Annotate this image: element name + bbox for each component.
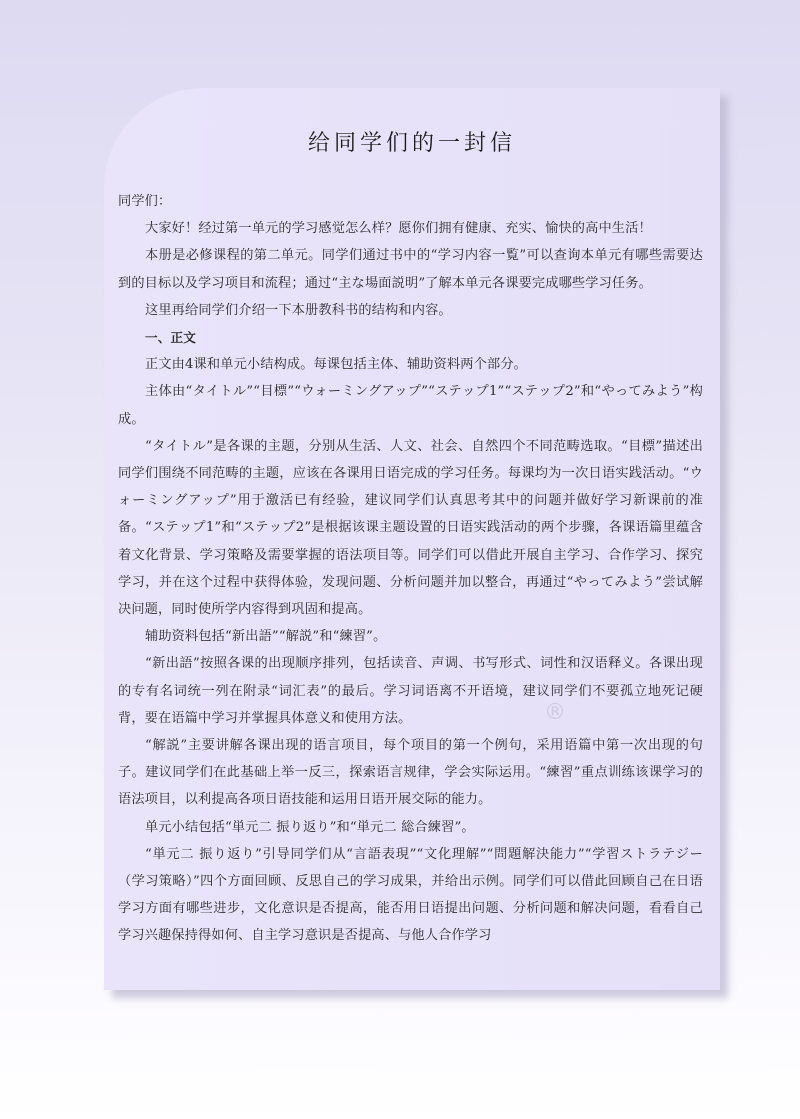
- paragraph: 辅助资料包括“新出語”“解説”和“練習”。: [145, 629, 387, 645]
- paragraph: 这里再给同学们介绍一下本册教科书的结构和内容。: [145, 302, 452, 318]
- letter-greeting: 同学们：: [118, 194, 172, 209]
- paragraph: 单元小结包括“単元二 振り返り”和“単元二 総合練習”。: [145, 819, 475, 835]
- paragraph: “解説”主要讲解各课出现的语言项目，每个项目的第一个例句，采用语篇中第一次出现的句子。建议同学们在此基础上举一反三，探索语言规律，学会实际运用。“練習”重点训练该课学习的语法项目，以利提高各项日语技能和运用日语开展交际的能力。: [118, 738, 703, 808]
- paragraph: 本册是必修课程的第二单元。同学们通过书中的“学习内容一覧”可以查询本单元有哪些需要达到的目标以及学习项目和流程；通过“主な場面説明”了解本单元各课要完成哪些学习任务。: [118, 248, 703, 291]
- paragraph: “単元二 振り返り”引导同学们从“言語表現”“文化理解”“問題解決能力”“学習ストラテジー（学习策略）”四个方面回顾、反思自己的学习成果，并给出示例。同学们可以借此回顾自己在日语学习方面有哪些进步，文化意识是否提高，能否用日语提出问题、分析问题和解决问题，看看自己学习兴趣保持得如何、自主学习意识是否提高、与他人合作学习: [118, 846, 703, 944]
- section-heading: 一、正文: [145, 330, 196, 346]
- paragraph: 主体由“タイトル”“目標”“ウォーミングアップ”“ステップ1”“ステップ2”和“やってみよう”构成。: [118, 384, 703, 427]
- letter-title: 给同学们的一封信: [307, 131, 516, 156]
- letter-card: [104, 88, 720, 990]
- registered-watermark: ®: [544, 700, 566, 725]
- paragraph: 大家好！经过第一单元的学习感觉怎么样？愿你们拥有健康、充实、愉快的高中生活！: [145, 221, 652, 237]
- paragraph: 正文由4课和单元小结构成。每课包括主体、辅助资料两个部分。: [145, 357, 527, 373]
- letter-body: [118, 188, 703, 950]
- paragraph: “タイトル”是各课的主题，分别从生活、人文、社会、自然四个不同范畴选取。“目標”描述出同学们围绕不同范畴的主题，应该在各课用日语完成的学习任务。每课均为一次日语实践活动。“ウォーミングアップ”用于激活已有经验，建议同学们认真思考其中的问题并做好学习新课前的准备。“ステップ1”和“ステップ2”是根据该课主题设置的日语实践活动的两个步骤，各课语篇里蕴含着文化背景、学习策略及需要掌握的语法项目等。同学们可以借此开展自主学习、合作学习、探究学习，并在这个过程中获得体验，发现问题、分析问题并加以整合，再通过“やってみよう”尝试解决问题，同时使所学内容得到巩固和提高。: [118, 438, 703, 618]
- paragraph: “新出語”按照各课的出现顺序排列，包括读音、声调、书写形式、词性和汉语释义。各课出现的专有名词统一列在附录“词汇表”的最后。学习词语离不开语境，建议同学们不要孤立地死记硬背，要在语篇中学习并掌握具体意义和使用方法。: [118, 656, 703, 726]
